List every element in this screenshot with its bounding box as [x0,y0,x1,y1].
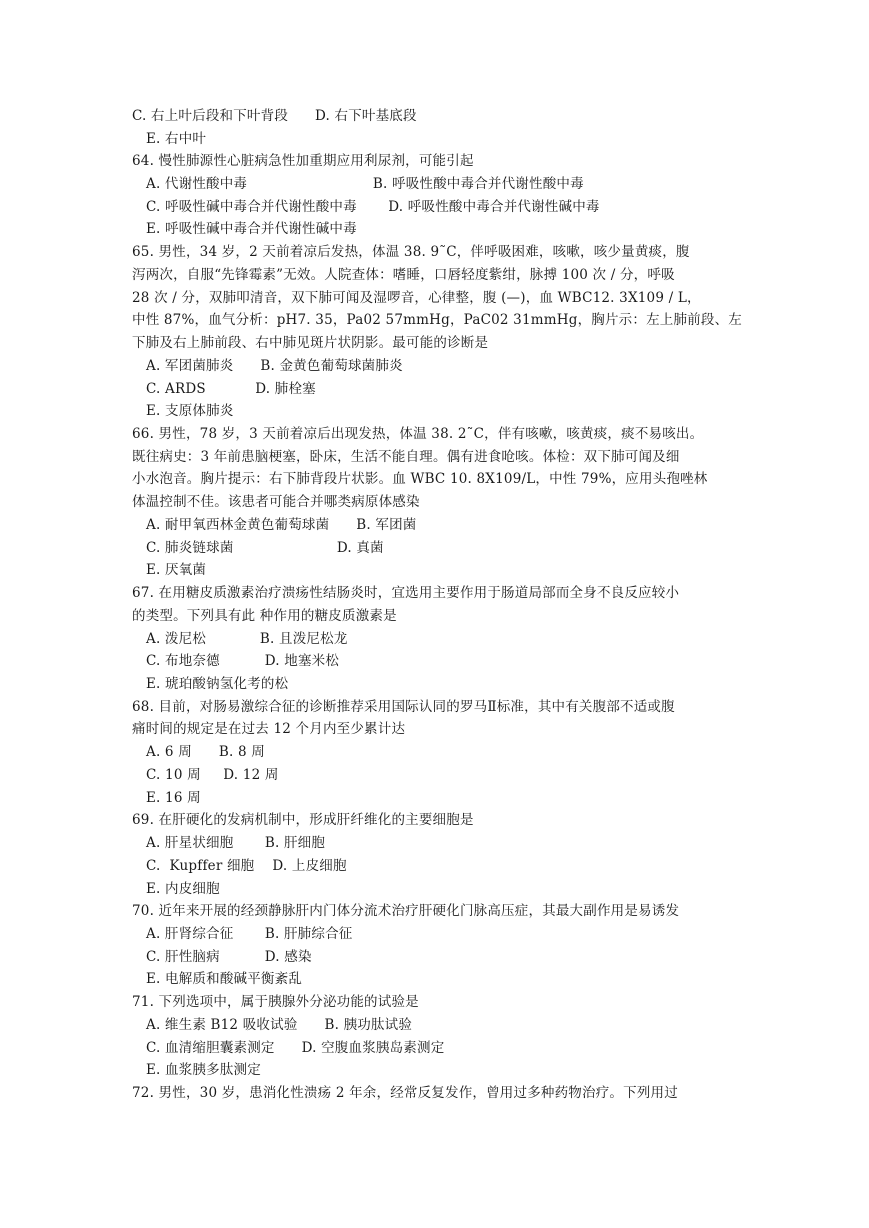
text-line: A. 6 周 B. 8 周 [146,744,265,760]
question-70-stem: 70. 近年来开展的经颈静脉肝内门体分流术治疗肝硬化门脉高压症，其最大副作用是易诱发 [132,903,680,919]
text-line: 中性 87%，血气分析：pH7. 35，Pa02 57mmHg，PaC02 31mmHg，胸片示：左上肺前段、左 [132,312,742,328]
text-line: E. 16 周 [146,790,201,806]
text-line: C. 布地奈德 D. 地塞米松 [146,653,340,669]
text-line: E. 内皮细胞 [146,881,220,897]
text-line: E. 琥珀酸钠氢化考的松 [146,676,289,692]
text-line: C. 肝性脑病 D. 感染 [146,949,312,965]
text-line: A. 维生素 B12 吸收试验 B. 胰功肽试验 [146,1017,413,1033]
text-line: A. 军团菌肺炎 B. 金黄色葡萄球菌肺炎 [146,358,403,374]
text-line: E. 电解质和酸碱平衡紊乱 [146,971,303,987]
text-line: 的类型。下列具有此 种作用的糖皮质激素是 [132,608,397,624]
text-line: 下肺及右上肺前段、右中肺见斑片状阴影。最可能的诊断是 [132,335,489,351]
question-69-stem: 69. 在肝硬化的发病机制中，形成肝纤维化的主要细胞是 [132,812,474,828]
text-line: A. 肝肾综合征 B. 肝肺综合征 [146,926,353,942]
text-line: 28 次 / 分，双肺叩清音，双下肺可闻及湿啰音，心律整，腹 (—)，血 WBC12. 3X109 / L， [132,290,701,306]
text-line: C. Kupffer 细胞 D. 上皮细胞 [146,858,347,874]
text-line: C. 呼吸性碱中毒合并代谢性酸中毒 D. 呼吸性酸中毒合并代谢性碱中毒 [146,199,600,215]
text-line: E. 厌氧菌 [146,562,207,578]
text-line: 体温控制不佳。该患者可能合并哪类病原体感染 [132,494,420,510]
text-line: A. 耐甲氧西林金黄色葡萄球菌 B. 军团菌 [146,517,417,533]
text-line: A. 泼尼松 B. 且泼尼松龙 [146,631,348,647]
text-line: 既往病史：3 年前患脑梗塞，卧床，生活不能自理。偶有进食呛咳。体检：双下肺可闻及细 [132,449,680,465]
text-line: 痛时间的规定是在过去 12 个月内至少累计达 [132,721,406,737]
question-67-stem: 67. 在用糖皮质激素治疗溃疡性结肠炎时，宜选用主要作用于肠道局部而全身不良反应较小 [132,585,680,601]
text-line: C. 血清缩胆囊素测定 D. 空腹血浆胰岛素测定 [146,1040,445,1056]
text-line: E. 右中叶 [146,131,207,147]
text-line: E. 血浆胰多肽测定 [146,1062,261,1078]
question-64-stem: 64. 慢性肺源性心脏病急性加重期应用利尿剂，可能引起 [132,153,474,169]
text-line: C. 10 周 D. 12 周 [146,767,279,783]
question-72-stem: 72. 男性，30 岁，患消化性溃疡 2 年余，经常反复发作，曾用过多种药物治疗。下列用过 [132,1085,678,1101]
text-line: E. 呼吸性碱中毒合并代谢性碱中毒 [146,221,357,237]
text-line: E. 支原体肺炎 [146,403,234,419]
text-line: A. 代谢性酸中毒 B. 呼吸性酸中毒合并代谢性酸中毒 [146,176,584,192]
text-line: C. 右上叶后段和下叶背段 D. 右下叶基底段 [132,108,417,124]
question-66-stem: 66. 男性，78 岁，3 天前着凉后出现发热，体温 38. 2˜C，伴有咳嗽，咳黄痰，痰不易咳出。 [132,426,704,442]
text-line: C. ARDS D. 肺栓塞 [146,381,316,397]
text-line: 小水泡音。胸片提示：右下肺背段片状影。血 WBC 10. 8X109/L，中性 79%，应用头孢唑林 [132,471,708,487]
text-line: 泻两次，自服“先锋霉素”无效。人院查体：嗜睡，口唇轻度紫绀，脉搏 100 次 / 分，呼吸 [132,267,675,283]
question-65-stem: 65. 男性，34 岁，2 天前着凉后发热，体温 38. 9˜C，伴呼吸困难，咳嗽，咳少量黄痰，腹 [132,244,690,260]
text-line: C. 肺炎链球菌 D. 真菌 [146,540,384,556]
question-71-stem: 71. 下列选项中，属于胰腺外分泌功能的试验是 [132,994,419,1010]
text-line: A. 肝星状细胞 B. 肝细胞 [146,835,326,851]
question-68-stem: 68. 目前，对肠易激综合征的诊断推荐采用国际认同的罗马Ⅱ标准，其中有关腹部不适或腹 [132,699,675,715]
